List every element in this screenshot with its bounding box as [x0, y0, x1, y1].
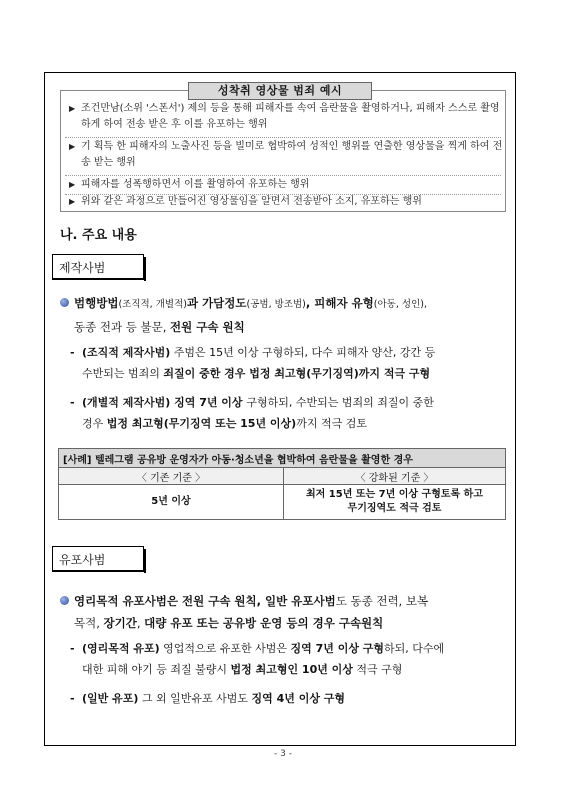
production-organized-item: - (조직적 제작사범) 주범은 15년 이상 구형하되, 다수 피해자 양산, 강간 등 수반되는 범죄의 죄질이 중한 경우 법정 최고형(무기징역)까지 적극 구형 [70, 346, 436, 380]
example-item: ▶ 기 획득 한 피해자의 노출사진 등을 빌미로 협박하여 성적인 행위를 연출한 영상물을 찍게 하여 전송 받는 행위 [69, 141, 503, 168]
section-heading: 나. 주요 내용 [60, 228, 137, 243]
dotted-divider [65, 137, 501, 138]
case-table-existing-value: 5년 이상 [59, 485, 284, 520]
tab-production: 제작사범 [52, 254, 144, 280]
example-item: ▶ 피해자를 성폭행하면서 이를 촬영하여 유포하는 행위 [69, 177, 309, 193]
round-bullet-icon [60, 596, 69, 605]
example-box [60, 90, 506, 212]
triangle-bullet-icon: ▶ [69, 104, 76, 113]
triangle-bullet-icon: ▶ [69, 180, 76, 189]
distribution-general-item: - (일반 유포) 그 외 일반유포 사범도 징역 4년 이상 구형 [70, 692, 346, 705]
case-table-col-strengthened: 〈 강화된 기준 〉 [284, 468, 506, 485]
distribution-bullet: 영리목적 유포사범은 전원 구속 원칙, 일반 유포사범도 동종 전력, 보복 목적, 장기간, 대량 유포 또는 공유방 운영 등의 경우 구속원칙 [60, 590, 508, 634]
case-table-header: [사례] 텔레그램 공유방 운영자가 아동·청소년을 협박하여 음란물을 촬영한 경우 [59, 449, 506, 468]
case-table-col-existing: 〈 기존 기준 〉 [59, 468, 284, 485]
production-individual-item: - (개별적 제작사범) 징역 7년 이상 구형하되, 수반되는 범죄의 죄질이 중한 경우 법정 최고형(무기징역 또는 15년 이상)까지 적극 검토 [70, 396, 434, 430]
production-bullet: 범행방법(조직적, 개별적)과 가담정도(공범, 방조범), 피해자 유형(아동, 성인), 동종 전과 등 불문, 전원 구속 원칙 [60, 292, 508, 338]
triangle-bullet-icon: ▶ [69, 197, 76, 206]
example-box-title: 성착취 영상물 범죄 예시 [188, 82, 372, 100]
case-table [58, 448, 506, 520]
tab-distribution: 유포사범 [52, 546, 144, 572]
page-number: - 3 - [274, 749, 292, 759]
distribution-commercial-item: - (영리목적 유포) 영업적으로 유포한 사범은 징역 7년 이상 구형하되, 다수에 대한 피해 야기 등 죄질 불량시 법정 최고형인 10년 이상 적극 구형 [70, 642, 445, 676]
dotted-divider [65, 175, 501, 176]
example-item: ▶ 위와 같은 과정으로 만들어진 영상물임을 알면서 전송받아 소지, 유포하는 행위 [69, 194, 422, 210]
round-bullet-icon [60, 298, 69, 307]
triangle-bullet-icon: ▶ [69, 142, 76, 151]
case-table-strengthened-value: 최저 15년 또는 7년 이상 구형토록 하고 무기징역도 적극 검토 [284, 485, 506, 520]
example-item: ▶ 조건만남(소위 '스폰서') 제의 등을 통해 피해자를 속여 음란물을 촬영하거나, 피해자 스스로 촬영하게 하여 전송 받은 후 이를 유포하는 행위 [69, 103, 500, 130]
